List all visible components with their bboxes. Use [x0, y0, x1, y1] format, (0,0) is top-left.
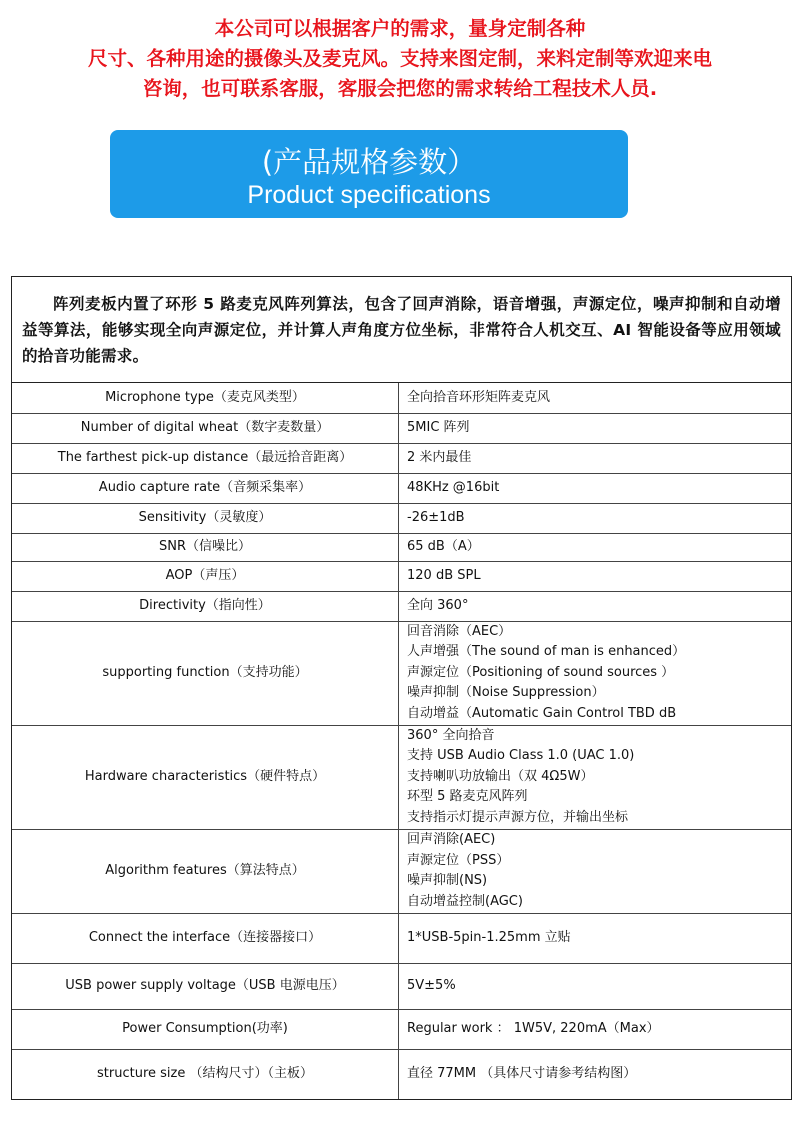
table-row — [12, 443, 791, 473]
notice-line-2: 尺寸、各种用途的摄像头及麦克风。支持来图定制，来料定制等欢迎来电 — [87, 47, 712, 70]
spec-value: 全向 360° — [399, 591, 792, 621]
spec-table — [12, 383, 791, 1099]
spec-banner — [110, 130, 628, 218]
spec-value-line: 人声增强（The sound of man is enhanced） — [407, 644, 686, 660]
spec-value-line: 支持 USB Audio Class 1.0 (UAC 1.0) — [407, 748, 635, 764]
spec-label: Hardware characteristics（硬件特点） — [12, 725, 399, 829]
spec-value-line: 支持指示灯提示声源方位，并输出坐标 — [407, 809, 629, 825]
spec-value: 全向拾音环形矩阵麦克风 — [399, 383, 792, 413]
table-row — [12, 829, 791, 913]
table-row — [12, 963, 791, 1009]
table-row — [12, 383, 791, 413]
table-row — [12, 621, 791, 725]
spec-value: -26±1dB — [399, 503, 792, 533]
spec-value: 直径 77MM （具体尺寸请参考结构图） — [399, 1049, 792, 1099]
spec-value-line: 自动增益控制(AGC) — [407, 893, 523, 909]
spec-value: Regular work ： 1W5V, 220mA（Max） — [399, 1009, 792, 1049]
spec-label: Sensitivity（灵敏度） — [12, 503, 399, 533]
spec-label: Number of digital wheat（数字麦数量） — [12, 413, 399, 443]
spec-value-line: 噪声抑制(NS) — [407, 873, 488, 888]
spec-value-line: 360° 全向拾音 — [407, 727, 495, 743]
spec-value-line: 声源定位（Positioning of sound sources ） — [407, 664, 675, 680]
spec-label: Directivity（指向性） — [12, 591, 399, 621]
banner-title-zh: (产品规格参数） — [261, 145, 477, 179]
spec-value — [399, 621, 792, 725]
spec-intro: 阵列麦板内置了环形 5 路麦克风阵列算法，包含了回声消除，语音增强，声源定位，噪声抑制和自动增益等算法，能够实现全向声源定位，并计算人声角度方位坐标，非常符合人机交互、AI 智能设备等应用领域的拾音功能需求。 — [12, 277, 791, 383]
spec-value — [399, 829, 792, 913]
spec-sheet — [11, 276, 792, 1100]
spec-label: Microphone type（麦克风类型） — [12, 383, 399, 413]
spec-label: Connect the interface（连接器接口） — [12, 913, 399, 963]
spec-label: The farthest pick-up distance（最远拾音距离） — [12, 443, 399, 473]
spec-value-line: 支持喇叭功放输出（双 4Ω5W） — [407, 768, 594, 784]
spec-value: 5V±5% — [399, 963, 792, 1009]
table-row — [12, 591, 791, 621]
spec-label: supporting function（支持功能） — [12, 621, 399, 725]
spec-label: Power Consumption(功率) — [12, 1009, 399, 1049]
spec-value-line: 声源定位（PSS） — [407, 852, 510, 868]
spec-value: 48KHz @16bit — [399, 473, 792, 503]
spec-label: AOP（声压） — [12, 561, 399, 591]
spec-label: Algorithm features（算法特点） — [12, 829, 399, 913]
notice-line-3: 咨询，也可联系客服，客服会把您的需求转给工程技术人员. — [142, 77, 658, 100]
spec-label: structure size （结构尺寸）（主板） — [12, 1049, 399, 1099]
table-row — [12, 503, 791, 533]
spec-label: SNR（信噪比） — [12, 533, 399, 561]
spec-value-line: 回音消除（AEC） — [407, 623, 512, 639]
custom-order-notice — [10, 14, 790, 104]
banner-title-en: Product specifications — [247, 181, 491, 209]
table-row — [12, 1009, 791, 1049]
spec-value: 120 dB SPL — [399, 561, 792, 591]
spec-value: 2 米内最佳 — [399, 443, 792, 473]
spec-value: 1*USB-5pin-1.25mm 立贴 — [399, 913, 792, 963]
table-row — [12, 913, 791, 963]
spec-value: 5MIC 阵列 — [399, 413, 792, 443]
spec-value-line: 自动增益（Automatic Gain Control TBD dB — [407, 705, 677, 721]
table-row — [12, 413, 791, 443]
spec-value-line: 回声消除(AEC) — [407, 832, 496, 847]
table-row — [12, 533, 791, 561]
table-row — [12, 725, 791, 829]
spec-label: Audio capture rate（音频采集率） — [12, 473, 399, 503]
spec-value-line: 环型 5 路麦克风阵列 — [407, 789, 528, 805]
spec-value: 65 dB（A） — [399, 533, 792, 561]
spec-value-line: 噪声抑制（Noise Suppression） — [407, 685, 605, 701]
spec-label: USB power supply voltage（USB 电源电压） — [12, 963, 399, 1009]
notice-line-1: 本公司可以根据客户的需求，量身定制各种 — [214, 17, 586, 40]
table-row — [12, 473, 791, 503]
spec-value — [399, 725, 792, 829]
table-row — [12, 1049, 791, 1099]
table-row — [12, 561, 791, 591]
